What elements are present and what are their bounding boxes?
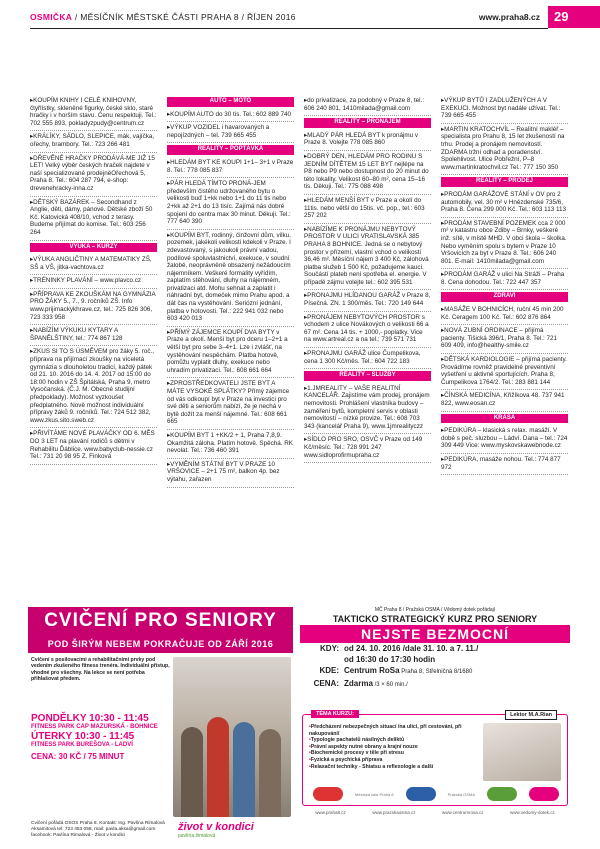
classified-ad: ▸ DĚTSKÁ KARDIOLOGIE – přijímá pacienty. Provádíme rovněž pravidelné preventivní vyšetření u aktivně sportujících. Praha 8, Čumpelikova 1764/2. Tel.: 283 881 144: [441, 354, 568, 390]
schedule-tuesday: ÚTERKY 10:30 - 11:45: [31, 731, 135, 742]
section-header: REALITY – SLUŽBY: [304, 371, 431, 381]
classified-ad: ▸ NABÍZÍM VÝKUKU KYTARY A ŠPANĚLŠTINY, tel.: 774 867 128: [30, 325, 157, 346]
when-label: KDY:: [320, 644, 339, 653]
when-value: od 24. 10. 2016 /dale 31. 10. a 7. 11./: [344, 644, 479, 653]
promo-title: CVIČENÍ PRO SENIORY: [28, 607, 293, 639]
person-figure: [207, 717, 229, 817]
section-header: KRÁSA: [441, 414, 568, 424]
classifieds-columns: [30, 95, 570, 595]
classified-ad: ▸ KOUPÍM AUTO do 30 tis. Tel.: 602 889 740: [167, 109, 294, 123]
classified-ad: ▸ ZKUS SI TO S ÚSMĚVEM pro žáky 5. roč., příprava na přijímací zkoušky na víceletá gymnázia s dlouholetou tradicí, každý pátek od 21. 10. 2016 do 14. 4. 2017 od 15:00 do 18:00 hodin v ZŠ Špitálská, Praha 9, metro Vysočanská. (Č.J. M. Obecné studijní předpoklady). Možnost vyzkoušet předplatného. Nově možnost individuální přípravy žáků 9. ročníků. Tel.: 724 512 382, www.zkus.sito.sweb.cz: [30, 346, 157, 428]
course-topics-box: [302, 711, 568, 806]
promo-schedule: [31, 713, 176, 761]
sponsor-url[interactable]: www.centrumrosa.cz: [441, 810, 484, 815]
classified-ad: ▸ PŘIVÍTÁME NOVÉ PLAVÁČKY OD 6. MĚS DO 3 LET na plavání rodičů s dětmi v Rehabilitu Ďáblice. www.babyclub-nessie.cz Tel.: 731 20 98 95 Z. Finková: [30, 428, 157, 464]
topic-item: • Právní aspekty nutné obrany a krajní nouze: [309, 744, 469, 751]
where-row: [300, 665, 570, 678]
classified-ad: ▸ PEDIKÚRA – klasická s relax. masáží. V době s peč. sluzbou – Ládví. Dana – tel.: 724 309 449 Vice: www.myskovskawebnode.cz: [441, 425, 568, 454]
classified-ad: ▸ MLADÝ PÁR HLEDÁ BYT k pronájmu v Praze 8. Volejte 778 085 860: [304, 130, 431, 151]
lector-label: Lektor M.A.Rian: [505, 710, 557, 720]
site-url[interactable]: www.praha8.cz: [478, 12, 540, 22]
classifieds-column-2: [167, 95, 294, 595]
classified-ad: ▸ PRONÁJEM NEBYTOVÝCH PROSTOR s vchodem z ulice Novákových o velikosti 66 a 67 m². Cena 14 tis. + 1000,- poplatky. Vice na www.artreal.cz a na tel.: 739 571 731: [304, 312, 431, 348]
vedomy-dotek-logo: [529, 787, 559, 801]
classified-ad: ▸ VÝKUP BYTŮ I ZADLUŽENÝCH A V EXEKUCI. Možnost byt nadále užívat. Tel.: 739 665 455: [441, 95, 568, 124]
topics-heading: TÉMA KURZU:: [311, 710, 359, 718]
classified-ad: ▸ VÝKUP VOZIDEL i havarovaných a nepojízdných – tel. 739 665 455: [167, 122, 294, 143]
where-value: Centrum RoSa: [344, 666, 400, 675]
course-banner: NEJSTE BEZMOCNÍ: [300, 625, 570, 643]
promo-subtitle: POD ŠIRÝM NEBEM POKRAČUJE OD ZÁŘÍ 2016: [28, 639, 293, 653]
when-time: od 16:30 do 17:30 hodin: [344, 655, 436, 664]
magazine-brand: OSMIČKA: [30, 12, 73, 22]
prazska-osma-logo: [406, 787, 436, 801]
logo-caption-1: Městská část Praha 8: [355, 791, 394, 797]
classified-ad: ▸ KOUPÍM BYT, rodinný, činžovní dům, vilku, pozemek, jakékoli velikosti kdekoli v Praze. I zdevastovaný, s jakoukoli právní vadou, podílové spoluvlastnictví, exekuce, v soudní žalobě, neoprávněně obsazený nežádoucím nájemníkem. Veškeré formality vyřídím, zaplatím stěhování, dluhy na nájemném, privatizaci atd. Mohu sehnat a zaplatit i náhradní byt, domeček mimo Prahu apod. a dát čas na vystěhování. Seriózní jednání, platba v hotovosti. Tel.: 222 941 032 nebo 603 420 013: [167, 230, 294, 327]
promo-price: CENA: 30 KČ / 75 MINUT: [31, 752, 125, 761]
page-number: 29: [548, 6, 600, 28]
logo-text: život v kondici: [178, 821, 254, 833]
section-header: REALITY – PRODEJ: [441, 177, 568, 187]
person-figure: [259, 729, 281, 817]
classifieds-column-3: [304, 95, 431, 595]
promo-description: Cvičení s posilovacími a rehabilitačními prvky pod vedením zkušeného fitness trenéra. Individuální přístup, vhodné pro všechny. Na lekce se není potřeba přihlašovat předem.: [31, 657, 170, 683]
classified-ad: ▸ VÝUKA ANGLIČTINY A MATEMATIKY ZŠ, SŠ a VŠ, jitka-vachtova.cz: [30, 254, 157, 275]
topic-item: • Fyzická a psychická příprava: [309, 757, 469, 764]
classified-ad: ▸ NOVÁ ZUBNÍ ORDINACE – přijímá pacienty. Tišická 396/1, Praha 8. Tel.: 721 609 409, info@healthy-smile.cz: [441, 325, 568, 354]
seniors-photo: [173, 657, 291, 817]
when-row: [300, 643, 570, 654]
section-header: REALITY – PRONÁJEM: [304, 118, 431, 128]
sponsor-url[interactable]: www.prazskaosma.cz: [372, 810, 416, 815]
topic-item: • Relaxační techniky - Shiatsu a reflexologie a další: [309, 764, 469, 771]
classified-ad: ▸ KRÁLÍKY, SÁDLO, SLEPICE, mák, vajíčka, ořechy, brambory. Tel.: 723 266 481: [30, 131, 157, 152]
classified-ad: ▸ PRODÁM GARÁŽ v ulici Na Stráži – Praha 8. Cena dohodou. Tel.: 722 447 357: [441, 269, 568, 290]
topic-item: • Biochemické procesy v těle při stresu: [309, 750, 469, 757]
price-row: [300, 678, 570, 691]
classified-ad: ▸ HLEDÁM MENŠÍ BYT v Praze a okolí do 11tis. nebo větší do 15tis. vč. pop., tel.: 603 257 202: [304, 195, 431, 224]
classified-ad: ▸ VYMĚNÍM STÁTNÍ BYT V PRAZE 10 VRŠOVICE – 2+1 75 m², balkon 4p. bez výtahu, zařazen: [167, 459, 294, 488]
when-time-row: [300, 654, 570, 665]
page-header: [0, 0, 600, 38]
header-divider: [30, 28, 548, 29]
section-header: AUTO – MOTO: [167, 97, 294, 107]
classified-ad: ▸ PŘÍPRAVA KE ZKOUŠKÁM NA GYMNÁZIA PRO ŽÁKY 5., 7., 9. ročníků ZŠ. Info www.prijimackykhrave.cz, tel.: 725 826 306, 723 333 958: [30, 289, 157, 325]
where-address: Praha 8, Střelničná 8/1680: [399, 669, 473, 675]
person-figure: [233, 722, 255, 817]
classified-ad: ▸ DĚTSKÝ BAZÁREK – Secondhand z Anglie, děti, dámy, pánové. Dětské zboží 50 Kč. Katovická 408/10, vchod z terasy. Budeme přijímat do komise. Tel.: 603 256 264: [30, 197, 157, 241]
classified-ad: ▸ 1.JMREALITY – VAŠE REALITNÍ KANCELÁŘ. Zajistíme vám prodej, pronájem nemovitosti. Prohlášení vlastníka budovy – zaměření bytů, kompletní servis v oblasti nemovitostí – nízké provize. Tel.: 608 703 343 (kancelář Praha 9), www.1jmrealityczz: [304, 383, 431, 435]
person-figure: [181, 727, 203, 817]
logo-caption-2: Pražská OSMA: [447, 791, 475, 797]
classified-ad: ▸ ZPROSTŘEDKOVATELI JSTE BYT A MÁTE VYSOKÉ SPLÁTKY? Přímý zájemce od vás odkoupí byt v Praze na investici pro své děti a seniorům nabízí, že je nechá v bytě dožít za menší nájemné. Tel.: 608 661 665: [167, 378, 294, 430]
schedule-monday-place: FITNESS PARK CAP MAZURSKÁ - BOHNICE: [31, 724, 158, 730]
lector-photo: [483, 723, 561, 781]
classified-ad: ▸ NABÍZÍME K PRONÁJMU NEBYTOVÝ PROSTOR V ULICI VRATISLAVSKÁ 385 PRAHA 8 BOHNICE. Jedná se o nebytový prostor v přízemí, vlastní vchod o velikosti 36,46 m². Měsíční nájem 3 400 Kč, zálohová platba služeb 1 500 Kč, požadujeme kauci. Součástí plateb není spotřeba el. energie. V případě zájmu volejte tel.: 602 395 531: [304, 224, 431, 291]
section-header: REALITY – POPTÁVKA: [167, 145, 294, 155]
price-label: CENA:: [313, 679, 339, 688]
topic-item: • Předcházení nebezpečných situací /na ulici, při cestování, při nakupování/: [309, 724, 469, 737]
header-title: [30, 12, 296, 22]
topic-item: • Typologie pachatelů násilných deliktů: [309, 737, 469, 744]
organizers-line: MČ Praha 8 / Pražská OSMA / Vědomý dotek pořádají: [374, 607, 496, 613]
classified-ad: ▸ TRÉNINKY PLAVÁNÍ – www.plavco.cz: [30, 275, 157, 289]
promo-contact: Cvičení pořádá OSOS Praha 8. Kontakt: Ing. Pavlína Rimalová Aksamitová tel: 723 453 058, mail: pavla.aksa@gmail.com facebook: Pavlína Rimalová - Život v kondici: [31, 821, 165, 838]
price-note: /3 × 60 min./: [372, 682, 408, 688]
zivot-v-kondici-logo: [178, 821, 288, 845]
sponsor-url[interactable]: www.praha8.cz: [315, 810, 346, 815]
where-label: KDE:: [319, 666, 339, 675]
classified-ad: ▸ MASÁŽE V BOHNICÍCH, ruční 45 min 200 Kč. Ceragem 100 Kč. Tel.: 602 876 864: [441, 304, 568, 325]
classified-ad: ▸ PRODÁM STAVEBNÍ POZEMEK cca 2 000 m² v katastru obce Zdiby – Brnky, veškeré inž. sítě, v místě MHD. V obci škola – školka. Nebo vyměním spolu s bytem v Praze 10 Vršovicích za byt v Praze 8. Tel.: 606 240 801. E-mail: 1410milada@gmail.com: [441, 218, 568, 270]
classified-ad: ▸ HLEDÁM BYT KE KOUPI 1+1– 3+1 v Praze 8. Tel.: 778 085 837: [167, 157, 294, 178]
classified-ad: ▸ KOUPÍM BYT 1 +KK/2 + 1, Praha 7,8,9. Okamžitá záloha. Platím hotově. Spěchá. RK nevolat. Tel.: 736 460 391: [167, 430, 294, 459]
classified-ad: ▸ SÍDLO PRO SRO, OSVČ v Praze od 149 Kč/měsíc. Tel.: 728 991 247 www.sidloprofirmupraha.cz: [304, 434, 431, 463]
partner-logos: [307, 785, 565, 803]
section-header: ZDRAVÍ: [441, 292, 568, 302]
classified-ad: ▸ PRONAJMU GARÁŽ ulice Čumpelikova, cena 1 300 Kč/měs. Tel.: 604 722 183: [304, 348, 431, 369]
logo-subtext: pavlína šimalová: [178, 833, 216, 839]
classified-ad: ▸ PŘÍMÝ ZÁJEMCE KOUPÍ DVA BYTY v Praze a okolí. Menší byt pro dceru 1–2+1 a větší byt pro sebe 3–4+1. Lze i zvlášť, na vystěhování nespěchám. Platba hotově, pomůžu vyplatit dluhy, exekuce nebo uhradím privatizaci. Tel.: 608 661 664: [167, 327, 294, 379]
course-title: TAKTICKO STRATEGICKÝ KURZ PRO SENIORY: [332, 614, 538, 624]
classified-ad: ▸ PEDIKÚRA, masáže nohou. Tel.: 774 877 972: [441, 454, 568, 475]
sponsor-url[interactable]: www.vedomy-dotek.cz: [509, 810, 555, 815]
classified-ad: ▸ ČÍNSKÁ MEDICÍNA, Křižíkova 48. 737 941 822, www.eosan.cz: [441, 390, 568, 411]
classified-ad: ▸ MARTIN KRATOCHVÍL – Realitní makléř – specialista pro Prahu 8, 15 let zkušeností na trhu. Prodej a pronájem nemovitostí. ZDARMA tržní odhad a poradenství. Spolehlivost. Ulice Pobřežní, P–8 www.martinkratochvil.cz Tel.: 777 150 350: [441, 124, 568, 176]
classified-ad: ▸ DOBRÝ DEN, HLEDÁM PRO RODINU S JEDNÍM DÍTĚTEM 15 LET BYT nejlépe na P8 nebo P9 nebo dostupnost do 20 minut do této lokality. Velikost 60–80 m², cena 15–16 tis. Děkuji. Tel.: 775 088 498: [304, 151, 431, 195]
schedule-tuesday-place: FITNESS PARK BUREŠOVA - LADVÍ: [31, 742, 133, 748]
classified-ad: ▸ PÁR HLEDÁ TÍMTO PRONÁ-JEM především čistého udržovaného bytu o velikosti buď 1+kk nebo 1+1 do 11 tis nebo 2+kk až 2+1 do 13 tisíc. Zajímá nás dobré spojení do centra max 30 minut. Děkuji. Tel.: 777 640 390: [167, 178, 294, 230]
magazine-subtitle: / MĚSÍČNÍK MĚSTSKÉ ČÁSTI PRAHA 8 / ŘÍJEN 2016: [72, 12, 296, 22]
price-value: Zdarma: [344, 679, 373, 688]
classified-ad: ▸ KOUPÍM KNIHY I CELÉ KNIHOVNY, čtyřlístky, skleněné figurky, české sklo, staré hračky i v horším stavu. Cenu respektuji. Tel.: 702 555 893, pokladyzpudy@centrum.cz: [30, 95, 157, 131]
seniors-course-ad: [300, 607, 570, 849]
classified-ad: ▸ PRODÁM GARÁŽOVÉ STÁNÍ v OV pro 2 automobily, vel. 30 m² v Hnězdenské 735/6, Praha 8. Cena 299 000 Kč. Tel.: 603 113 113: [441, 189, 568, 218]
classifieds-column-1: [30, 95, 157, 595]
sponsor-urls: [302, 810, 568, 815]
classified-ad: ▸ DŘEVĚNÉ HRAČKY PRODÁVÁ-ME JIŽ 15 LET! Velký výběr českých hraček najdete v naší specializované prodejněOřechová 5, Praha 8. Tel.: 604 287 794, e-shop: drevenehracky-inna.cz: [30, 153, 157, 197]
schedule-monday: PONDĚLKY 10:30 - 11:45: [31, 713, 149, 724]
seniors-exercise-ad: [28, 607, 293, 849]
section-header: VÝUKA – KURZY: [30, 243, 157, 253]
classifieds-column-4: [441, 95, 568, 595]
classified-ad: ▸ PRONAJMU HLÍDANOU GARÁŽ v Praze 8, Písečná. ZN. 1 300/měs. Tel.: 720 149 644: [304, 290, 431, 311]
rosa-logo: [487, 787, 517, 801]
praha8-logo: [313, 787, 343, 801]
topics-list: [309, 724, 469, 770]
classified-ad: ▸ do privatizace, za podobný v Praze 8, tel.: 606 240 801, 1410milada@gmail.com: [304, 95, 431, 116]
